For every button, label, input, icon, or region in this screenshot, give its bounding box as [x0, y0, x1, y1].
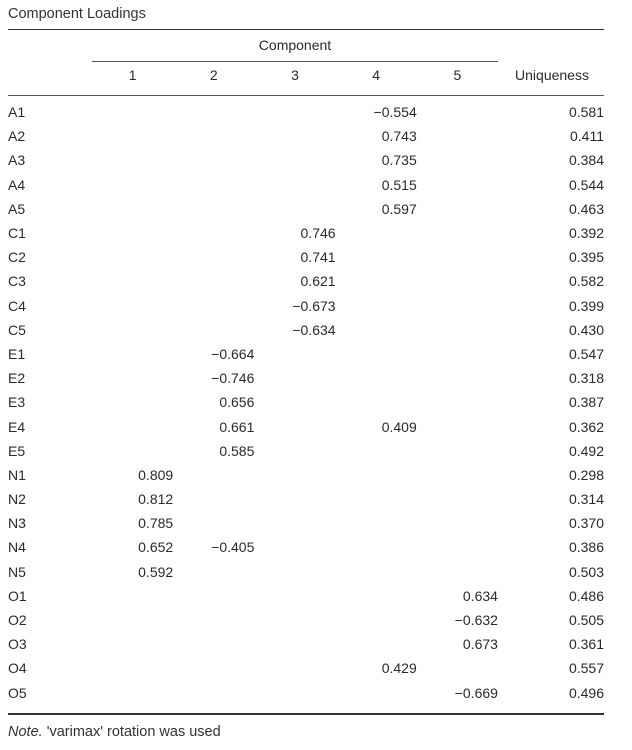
- loading-cell-5: [417, 414, 498, 438]
- uniqueness-header: Uniqueness: [515, 67, 589, 83]
- uniqueness-cell: 0.384: [568, 152, 604, 169]
- uniqueness-cell: 0.362: [568, 418, 604, 435]
- loading-cell-1: [92, 390, 173, 414]
- loading-cell-4: [336, 608, 417, 632]
- loading-cell-5: [417, 487, 498, 511]
- table-row: [8, 294, 604, 318]
- loading-cell-4: [336, 535, 417, 559]
- loading-cell-5: [417, 318, 498, 342]
- loadings-body: [8, 100, 604, 705]
- loading-cell-2: [173, 173, 254, 197]
- loading-cell-5: [417, 148, 498, 172]
- row-variable: E5: [8, 442, 26, 459]
- loading-cell-2: −0.746: [211, 370, 255, 387]
- table-row: [8, 681, 604, 705]
- loading-cell-1: [92, 245, 173, 269]
- loading-cell-5: [417, 366, 498, 390]
- row-variable: O5: [8, 684, 27, 701]
- loading-cell-5: [417, 294, 498, 318]
- table-row: [8, 197, 604, 221]
- loading-cell-3: [254, 148, 335, 172]
- loading-cell-1: [92, 632, 173, 656]
- row-variable: C3: [8, 273, 26, 290]
- loading-cell-5: [417, 221, 498, 245]
- uniqueness-cell: 0.392: [568, 225, 604, 242]
- loading-cell-1: [92, 100, 173, 124]
- uniqueness-cell: 0.430: [568, 321, 604, 338]
- row-variable: E3: [8, 394, 26, 411]
- uniqueness-cell: 0.581: [568, 104, 604, 121]
- loading-cell-1: 0.652: [138, 539, 174, 556]
- table-row: [8, 100, 604, 124]
- loading-cell-3: 0.621: [300, 273, 336, 290]
- loading-cell-4: [336, 366, 417, 390]
- loading-cell-1: [92, 608, 173, 632]
- uniqueness-cell: 0.496: [568, 684, 604, 701]
- table-row: [8, 560, 604, 584]
- loading-cell-5: [417, 197, 498, 221]
- loading-cell-4: [336, 439, 417, 463]
- uniqueness-cell: 0.395: [568, 249, 604, 266]
- table-row: [8, 124, 604, 148]
- loading-cell-1: [92, 414, 173, 438]
- row-variable: N2: [8, 491, 26, 508]
- loading-cell-3: [254, 632, 335, 656]
- row-variable: N3: [8, 515, 26, 532]
- loading-cell-3: 0.741: [300, 249, 336, 266]
- uniqueness-cell: 0.463: [568, 200, 604, 217]
- column-header-2: 2: [209, 67, 218, 83]
- table-row: [8, 173, 604, 197]
- loading-cell-4: [336, 294, 417, 318]
- uniqueness-cell: 0.547: [568, 345, 604, 362]
- loading-cell-4: [336, 681, 417, 705]
- uniqueness-cell: 0.386: [568, 539, 604, 556]
- row-variable: E1: [8, 345, 26, 362]
- loading-cell-4: [336, 511, 417, 535]
- table-row: [8, 463, 604, 487]
- loading-cell-2: [173, 681, 254, 705]
- column-header-3: 3: [291, 67, 299, 83]
- row-variable: E2: [8, 370, 26, 387]
- table-row: [8, 245, 604, 269]
- uniqueness-cell: 0.370: [568, 515, 604, 532]
- loading-cell-1: [92, 366, 173, 390]
- loading-cell-2: −0.405: [211, 539, 255, 556]
- table-row: [8, 608, 604, 632]
- loading-cell-4: −0.554: [373, 104, 417, 121]
- loading-cell-5: [417, 100, 498, 124]
- loading-cell-1: [92, 656, 173, 680]
- row-variable: A5: [8, 200, 26, 217]
- uniqueness-cell: 0.411: [570, 128, 604, 145]
- loading-cell-1: 0.785: [138, 515, 174, 532]
- row-variable: C4: [8, 297, 26, 314]
- loading-cell-2: [173, 294, 254, 318]
- column-header-5: 5: [453, 67, 462, 83]
- uniqueness-cell: 0.361: [568, 636, 604, 653]
- loading-cell-3: [254, 173, 335, 197]
- loading-cell-2: [173, 511, 254, 535]
- uniqueness-cell: 0.503: [568, 563, 604, 580]
- loading-cell-1: [92, 173, 173, 197]
- table-row: [8, 656, 604, 680]
- loading-cell-5: 0.634: [462, 587, 498, 604]
- loading-cell-5: [417, 439, 498, 463]
- loading-cell-1: [92, 294, 173, 318]
- row-variable: C2: [8, 249, 26, 266]
- loading-cell-2: [173, 656, 254, 680]
- loading-cell-4: [336, 560, 417, 584]
- loading-cell-5: [417, 535, 498, 559]
- loading-cell-3: −0.673: [292, 297, 336, 314]
- loading-cell-5: −0.632: [454, 612, 498, 629]
- uniqueness-cell: 0.387: [568, 394, 604, 411]
- loading-cell-5: [417, 342, 498, 366]
- loading-cell-2: [173, 608, 254, 632]
- row-variable: C1: [8, 225, 26, 242]
- loading-cell-1: [92, 681, 173, 705]
- uniqueness-cell: 0.557: [568, 660, 604, 677]
- loading-cell-4: [336, 487, 417, 511]
- uniqueness-cell: 0.544: [568, 176, 604, 193]
- row-variable: O2: [8, 612, 27, 629]
- loading-cell-5: [417, 390, 498, 414]
- table-row: [8, 366, 604, 390]
- table-row: [8, 269, 604, 293]
- loading-cell-3: [254, 681, 335, 705]
- loading-cell-4: [336, 245, 417, 269]
- table-row: [8, 487, 604, 511]
- bottom-rule: [8, 713, 604, 715]
- loading-cell-5: [417, 463, 498, 487]
- table-row: [8, 221, 604, 245]
- column-header-4: 4: [372, 67, 381, 83]
- loading-cell-4: 0.597: [381, 200, 417, 217]
- loading-cell-2: [173, 221, 254, 245]
- loading-cell-4: [336, 390, 417, 414]
- row-variable: A4: [8, 176, 26, 193]
- loading-cell-4: [336, 269, 417, 293]
- table-note: [8, 724, 221, 740]
- loading-cell-4: [336, 318, 417, 342]
- loading-cell-1: [92, 318, 173, 342]
- top-rule: [8, 29, 604, 30]
- row-variable: C5: [8, 321, 26, 338]
- loading-cell-5: [417, 511, 498, 535]
- loading-cell-5: 0.673: [462, 636, 498, 653]
- row-variable: A2: [8, 128, 26, 145]
- loading-cell-2: 0.656: [219, 394, 255, 411]
- loading-cell-3: [254, 414, 335, 438]
- table-title: Component Loadings: [8, 6, 146, 22]
- row-variable: N5: [8, 563, 26, 580]
- note-label: Note.: [8, 724, 43, 740]
- loading-cell-5: [417, 269, 498, 293]
- uniqueness-cell: 0.318: [568, 370, 604, 387]
- table-row: [8, 318, 604, 342]
- loading-cell-3: [254, 608, 335, 632]
- row-variable: O1: [8, 587, 27, 604]
- table-row: [8, 439, 604, 463]
- row-variable: E4: [8, 418, 26, 435]
- loading-cell-5: −0.669: [454, 684, 498, 701]
- loading-cell-3: [254, 439, 335, 463]
- row-variable: O3: [8, 636, 27, 653]
- loading-cell-1: [92, 221, 173, 245]
- loading-cell-3: [254, 535, 335, 559]
- component-span-rule: [92, 61, 498, 62]
- loading-cell-4: [336, 632, 417, 656]
- loading-cell-3: [254, 390, 335, 414]
- loading-cell-2: [173, 560, 254, 584]
- loading-cell-2: [173, 584, 254, 608]
- loading-cell-2: [173, 148, 254, 172]
- component-group-header: Component: [258, 37, 332, 53]
- loading-cell-4: [336, 584, 417, 608]
- loading-cell-3: [254, 511, 335, 535]
- uniqueness-cell: 0.505: [568, 612, 604, 629]
- uniqueness-cell: 0.492: [568, 442, 604, 459]
- loading-cell-3: [254, 342, 335, 366]
- note-text: 'varimax' rotation was used: [42, 724, 221, 740]
- loading-cell-2: [173, 100, 254, 124]
- loading-cell-5: [417, 245, 498, 269]
- loading-cell-4: 0.429: [381, 660, 417, 677]
- row-variable: A1: [8, 104, 26, 121]
- loading-cell-3: [254, 100, 335, 124]
- loading-cell-4: 0.515: [381, 176, 417, 193]
- table-row: [8, 148, 604, 172]
- loading-cell-1: [92, 148, 173, 172]
- loading-cell-2: [173, 245, 254, 269]
- loading-cell-1: [92, 197, 173, 221]
- table-row: [8, 535, 604, 559]
- loading-cell-1: 0.592: [138, 563, 174, 580]
- loading-cell-2: [173, 124, 254, 148]
- loading-cell-3: [254, 463, 335, 487]
- row-variable: O4: [8, 660, 27, 677]
- loading-cell-4: [336, 342, 417, 366]
- loading-cell-5: [417, 124, 498, 148]
- uniqueness-cell: 0.486: [568, 587, 604, 604]
- loading-cell-4: [336, 221, 417, 245]
- table-row: [8, 584, 604, 608]
- loading-cell-2: 0.585: [219, 442, 255, 459]
- loading-cell-2: −0.664: [211, 345, 255, 362]
- loading-cell-1: [92, 124, 173, 148]
- loading-cell-1: [92, 439, 173, 463]
- row-variable: N4: [8, 539, 26, 556]
- loading-cell-2: 0.661: [219, 418, 255, 435]
- uniqueness-cell: 0.298: [568, 466, 604, 483]
- loading-cell-3: [254, 487, 335, 511]
- loading-cell-3: −0.634: [292, 321, 336, 338]
- loading-cell-2: [173, 318, 254, 342]
- loading-cell-3: 0.746: [300, 225, 336, 242]
- row-variable: A3: [8, 152, 26, 169]
- loading-cell-1: 0.812: [138, 491, 174, 508]
- loading-cell-2: [173, 197, 254, 221]
- loading-cell-2: [173, 463, 254, 487]
- loading-cell-5: [417, 173, 498, 197]
- loading-cell-5: [417, 560, 498, 584]
- loading-cell-3: [254, 366, 335, 390]
- table-row: [8, 390, 604, 414]
- loading-cell-3: [254, 584, 335, 608]
- loading-cell-2: [173, 632, 254, 656]
- row-variable: N1: [8, 466, 26, 483]
- loading-cell-3: [254, 656, 335, 680]
- loading-cell-3: [254, 124, 335, 148]
- loading-cell-2: [173, 487, 254, 511]
- loading-cell-2: [173, 269, 254, 293]
- loading-cell-5: [417, 656, 498, 680]
- column-header-1: 1: [128, 67, 137, 83]
- table-row: [8, 511, 604, 535]
- loading-cell-1: [92, 269, 173, 293]
- loading-cell-4: 0.743: [381, 128, 417, 145]
- uniqueness-cell: 0.582: [568, 273, 604, 290]
- header-rule: [8, 95, 604, 96]
- loading-cell-4: 0.409: [381, 418, 417, 435]
- table-row: [8, 632, 604, 656]
- uniqueness-cell: 0.314: [568, 491, 604, 508]
- table-row: [8, 414, 604, 438]
- uniqueness-cell: 0.399: [568, 297, 604, 314]
- loading-cell-4: 0.735: [381, 152, 417, 169]
- loading-cell-1: [92, 584, 173, 608]
- loading-cell-3: [254, 560, 335, 584]
- loading-cell-4: [336, 463, 417, 487]
- loading-cell-1: [92, 342, 173, 366]
- loading-cell-3: [254, 197, 335, 221]
- table-row: [8, 342, 604, 366]
- loading-cell-1: 0.809: [138, 466, 174, 483]
